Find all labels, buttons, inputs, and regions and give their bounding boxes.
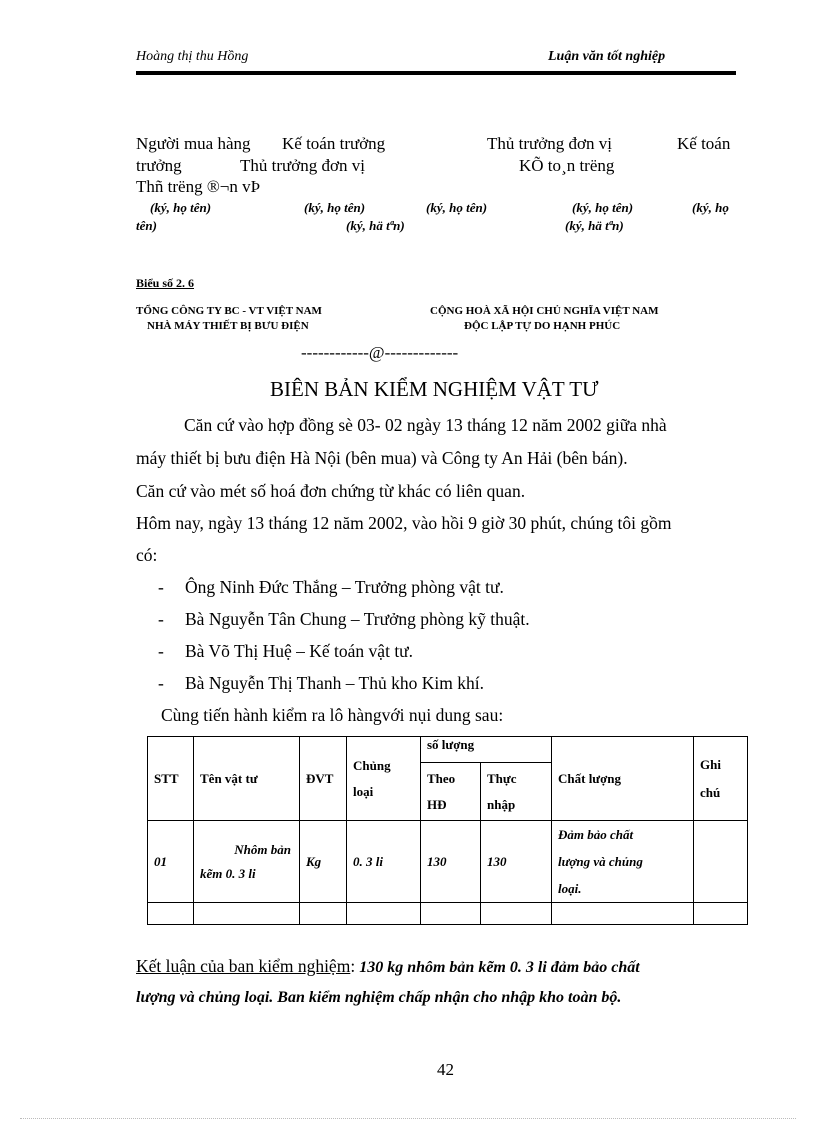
header-thuc [481,763,552,821]
page-number: 42 [437,1060,454,1079]
header-note [694,737,748,821]
conclusion-label: Kết luận của ban kiểm nghiệm [136,956,351,976]
table-row-empty [148,903,748,925]
row-unit: Kg [300,821,347,903]
member-2: Bà Nguyễn Tân Chung – Trưởng phòng kỹ thuật. [185,609,530,629]
paragraph-2: Căn cứ vào mét số hoá đơn chứng từ khác có liên quan. [136,481,526,501]
header-quality: Chất lượng [552,737,694,821]
member-3: Bà Võ Thị Huệ – Kế toán vật tư. [185,641,414,661]
sig-sub-7: (ký, hä tªn) [346,218,405,233]
header-theo-l2: HĐ [427,796,447,812]
paragraph-3b: có: [136,545,158,565]
row-name-l2: kẽm 0. 3 li [200,865,256,881]
paragraph-1b: máy thiết bị bưu điện Hà Nội (bên mua) và Công ty An Hải (bên bán). [136,448,628,468]
sig-accountant: Kế toán [677,134,731,153]
paragraph-3a: Hôm nay, ngày 13 tháng 12 năm 2002, vào hồi 9 giờ 30 phút, chúng tôi gồm [136,513,672,533]
header-note-l1: Ghi [700,756,721,772]
table-row [148,821,748,903]
row-name [194,821,300,903]
row-quality-l1: Đảm bảo chất [558,827,634,842]
conclusion-line1 [136,956,640,977]
sig-sub-6: tên) [136,218,157,233]
bullet-2: - [158,609,164,629]
conclusion-line2: lượng và chủng loại. Ban kiểm nghiệm chấp nhận cho nhập kho toàn bộ. [136,989,622,1006]
header-theo-l1: Theo [427,770,456,786]
sig-line2-c: KÕ to¸n trëng [519,156,615,175]
org-line1: TỔNG CÔNG TY BC - VT VIỆT NAM [136,305,322,317]
sig-director: Thủ trưởng đơn vị [487,134,612,153]
header-qty: số lượng [421,737,552,763]
table-intro: Cùng tiến hành kiểm ra lô hàngvới nụi dung sau: [161,705,504,725]
org-line2: NHÀ MÁY THIẾT BỊ BƯU ĐIỆN [147,320,309,332]
header-note-l2: chú [700,784,721,800]
row-name-l1: Nhôm bản [234,841,291,857]
conclusion-colon: : [350,956,356,976]
header-rule [136,71,736,75]
document-title: BIÊN BẢN KIỂM NGHIỆM VẬT TƯ [270,377,599,401]
member-4: Bà Nguyễn Thị Thanh – Thủ kho Kim khí. [185,673,484,693]
sig-sub-8: (ký, hä tªn) [565,218,624,233]
sig-line3: Thñ trëng ®¬n vÞ [136,177,261,196]
separator: ------------@------------- [301,343,459,362]
bullet-4: - [158,673,164,693]
header-theo [421,763,481,821]
motto-line1: CỘNG HOÀ XÃ HỘI CHỦ NGHĨA VIỆT NAM [430,305,659,317]
header-name: Tên vật tư [194,737,300,821]
row-quality-l2: lượng và chủng [558,854,643,869]
inspection-table [147,736,748,925]
page-bottom-rule [20,1118,796,1119]
bullet-1: - [158,577,164,597]
row-type: 0. 3 li [347,821,421,903]
sig-sub-1: (ký, họ tên) [150,200,212,215]
header-unit: ĐVT [300,737,347,821]
sig-sub-2: (ký, họ tên) [304,200,366,215]
row-theo: 130 [421,821,481,903]
paragraph-1a: Căn cứ vào hợp đồng sè 03- 02 ngày 13 tháng 12 năm 2002 giữa nhà [184,415,667,435]
member-1: Ông Ninh Đức Thắng – Trưởng phòng vật tư. [185,577,504,597]
header-type-l2: loại [353,783,374,799]
row-note [694,821,748,903]
sig-line2-b: Thủ trưởng đơn vị [240,156,365,175]
sig-chief-accountant: Kế toán trưởng [282,134,386,153]
form-number: Biểu số 2. 6 [136,276,195,290]
conclusion-text-1: 130 kg nhôm bản kẽm 0. 3 li đảm bảo chất [355,959,640,976]
sig-sub-5: (ký, họ [692,200,729,215]
header-thuc-l1: Thực [487,770,517,786]
header-thesis-title: Luận văn tốt nghiệp [548,49,666,64]
row-stt: 01 [148,821,194,903]
sig-sub-3: (ký, họ tên) [426,200,488,215]
bullet-3: - [158,641,164,661]
sig-line2-a: trưởng [136,156,182,175]
row-quality [552,821,694,903]
motto-line2: ĐỘC LẬP TỰ DO HẠNH PHÚC [464,320,621,332]
header-type-l1: Chủng [353,757,391,773]
header-stt: STT [148,737,194,821]
header-author: Hoàng thị thu Hồng [136,49,249,64]
row-quality-l3: loại. [558,881,582,896]
row-thuc: 130 [481,821,552,903]
header-type [347,737,421,821]
sig-sub-4: (ký, họ tên) [572,200,634,215]
header-thuc-l2: nhập [487,796,516,812]
sig-buyer: Người mua hàng [136,134,251,153]
